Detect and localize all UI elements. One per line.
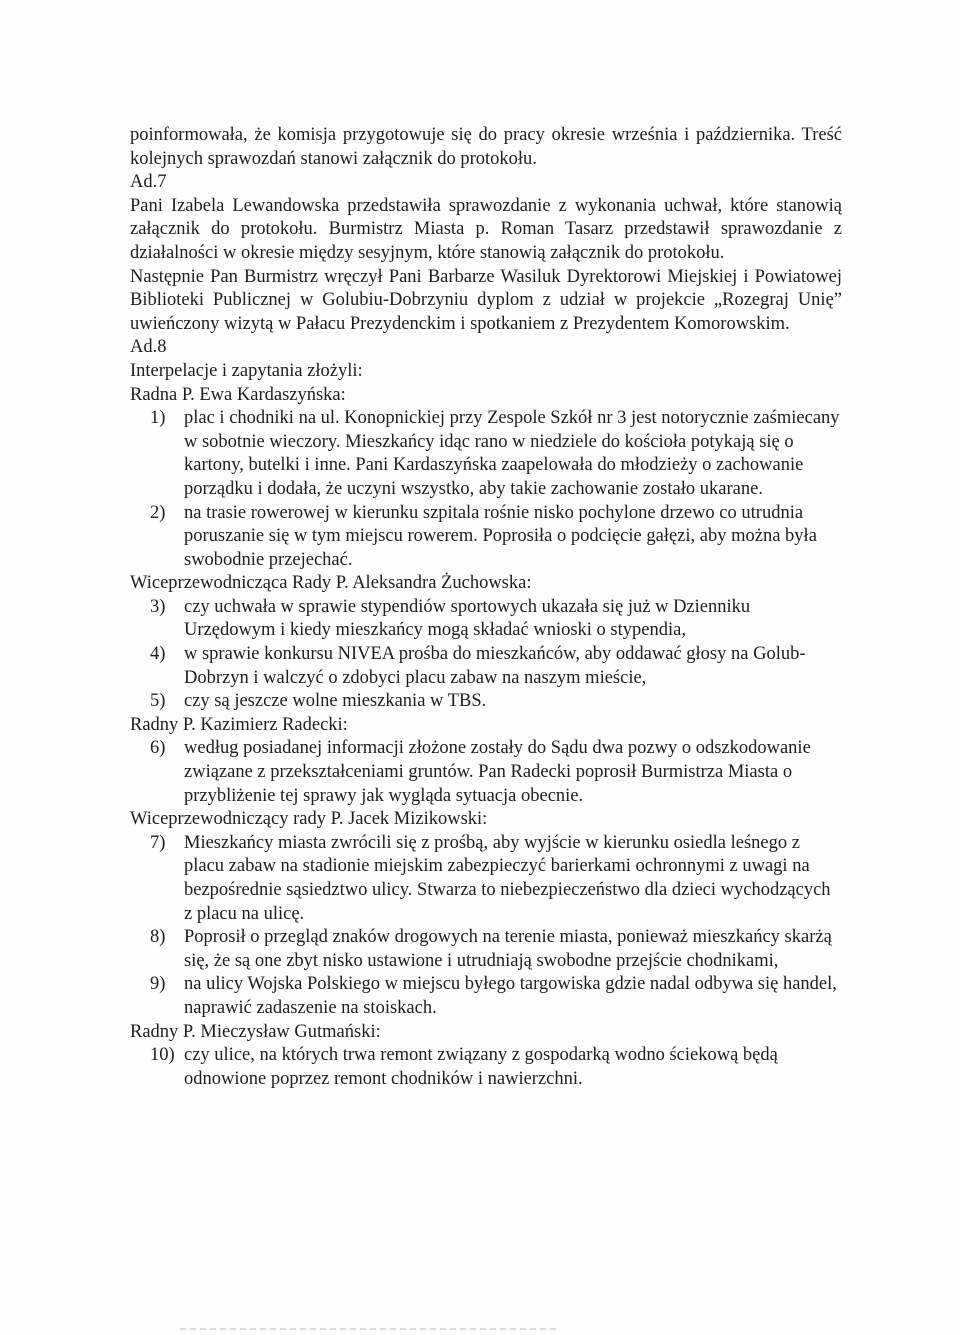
item-text: czy uchwała w sprawie stypendiów sportowych ukazała się już w Dzienniku Urzędowym i kiedy mieszkańcy mogą składać wnioski o stypendia, [184,596,751,641]
item-text: w sprawie konkursu NIVEA prośba do mieszkańców, aby oddawać głosy na Golub-Dobrzyn i walczyć o zdobyci placu zabaw na naszym mieście, [184,644,806,688]
item-number: 6) [150,738,166,759]
ad7-paragraph: Pani Izabela Lewandowska przedstawiła sprawozdanie z wykonania uchwał, które stanowią załącznik do protokołu. Burmistrz Miasta p. Roman Tasarz przedstawił sprawozdanie z działalności w okresie między sesyjnym, które stanowią załącznik do protokołu. [130,195,842,263]
speaker-name: Wiceprzewodniczący rady P. Jacek Mizikowski: [130,809,488,830]
speaker-name: Radny P. Mieczysław Gutmański: [130,1021,381,1042]
speaker-name: Radny P. Kazimierz Radecki: [130,714,348,735]
item-text: Poprosił o przegląd znaków drogowych na terenie miasta, ponieważ mieszkańcy skarżą się, że są one zbyt nisko ustawione i utrudniają swobodne przejście chodnikami, [184,927,832,971]
item-number: 1) [150,408,166,429]
list-item [130,690,842,714]
item-text: według posiadanej informacji złożone zostały do Sądu dwa pozwy o odszkodowanie związane z przekształceniami gruntów. Pan Radecki poprosił Burmistrza Miasta o przybliżenie tej sprawy jak wygląda sytuacja obecnie. [184,738,811,806]
list-item [130,596,842,643]
item-text: czy ulice, na których trwa remont związany z gospodarką wodno ściekową będą odnowione poprzez remont chodników i nawierzchni. [184,1045,778,1089]
item-number: 3) [150,596,166,617]
item-text: Mieszkańcy miasta zwrócili się z prośbą, aby wyjście w kierunku osiedla leśnego z placu zabaw na stadionie miejskim zabezpieczyć barierkami ochronnymi z uwagi na bezpośrednie sąsiedztwo ulicy. Stwarza to niebezpieczeństwo dla dzieci wychodzących z placu na ulicę. [184,832,831,924]
section-heading-ad8: Ad.8 [130,337,167,358]
list-item [130,737,842,808]
speaker-name: Wiceprzewodnicząca Rady P. Aleksandra Żuchowska: [130,573,532,594]
item-text: na trasie rowerowej w kierunku szpitala rośnie nisko pochylone drzewo co utrudnia poruszanie się w tym miejscu rowerem. Poprosiła o podcięcie gałęzi, aby można była swobodnie przejechać. [184,502,817,570]
item-number: 9) [150,974,166,995]
list-item [130,407,842,501]
scan-footer-artifact [180,1328,560,1330]
item-number: 4) [150,644,166,665]
list-item [130,926,842,973]
list-item [130,1044,842,1091]
award-paragraph: Następnie Pan Burmistrz wręczył Pani Barbarze Wasiluk Dyrektorowi Miejskiej i Powiatowej Biblioteki Publicznej w Golubiu-Dobrzyniu dyplom z udział w projekcie „Rozegraj Unię” uwieńczony wizytą w Pałacu Prezydenckim i spotkaniem z Prezydentem Komorowskim. [130,266,842,334]
item-number: 10) [150,1045,175,1066]
list-item [130,973,842,1020]
item-number: 7) [150,832,166,853]
item-number: 5) [150,691,166,712]
item-number: 2) [150,502,166,523]
item-text: plac i chodniki na ul. Konopnickiej przy Zespole Szkół nr 3 jest notorycznie zaśmiecany w sobotnie wieczory. Mieszkańcy idąc rano w niedziele do kościoła potykają się o kartony, butelki i inne. Pani Kardaszyńska zaapelowała do młodzieży o zachowanie porządku i dodała, że uczyni wszystko, aby takie zachowanie zostało ukarane. [184,408,840,499]
speaker-name: Radna P. Ewa Kardaszyńska: [130,384,346,405]
interpellations-heading: Interpelacje i zapytania złożyli: [130,360,363,381]
intro-paragraph: poinformowała, że komisja przygotowuje się do pracy okresie września i października. Treść kolejnych sprawozdań stanowi załącznik do protokołu. [130,125,842,169]
list-item [130,832,842,926]
item-text: na ulicy Wojska Polskiego w miejscu byłego targowiska gdzie nadal odbywa się handel, naprawić zadaszenie na stoiskach. [184,974,837,1018]
section-heading-ad7: Ad.7 [130,172,167,193]
list-item [130,502,842,573]
item-text: czy są jeszcze wolne mieszkania w TBS. [184,691,487,712]
document-body [130,124,842,1091]
list-item [130,643,842,690]
item-number: 8) [150,927,166,948]
